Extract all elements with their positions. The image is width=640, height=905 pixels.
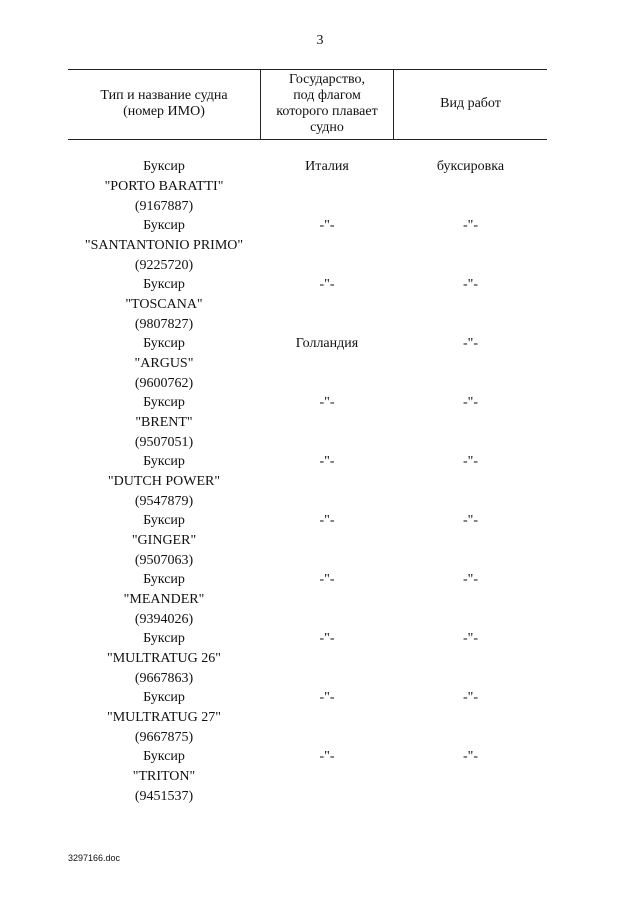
vessel-type: Буксир [143, 454, 185, 469]
flag-cell: Голландия [295, 336, 359, 351]
table-row [68, 747, 547, 806]
work-cell: буксировка [436, 159, 505, 174]
vessel-name: "BRENT" [135, 415, 193, 430]
flag-cell: -"- [319, 218, 335, 233]
flag-cell: -"- [319, 690, 335, 705]
header-bottom-rule [68, 139, 547, 140]
document-filename: 3297166.doc [68, 853, 121, 863]
table-body [68, 157, 547, 806]
vessel-type: Буксир [143, 218, 185, 233]
flag-cell: -"- [319, 572, 335, 587]
vessel-imo: (9807827) [134, 317, 194, 332]
vessel-cell [68, 452, 260, 512]
vessel-type: Буксир [143, 513, 185, 528]
table-row [68, 629, 547, 688]
work-cell: -"- [462, 277, 479, 292]
table-row [68, 393, 547, 452]
table-row [68, 570, 547, 629]
header-flag-label: Государство, под флагом которого плавает судно [276, 72, 378, 135]
page-number: 3 [316, 33, 324, 48]
table-row [68, 511, 547, 570]
vessel-name: "MEANDER" [123, 592, 205, 607]
flag-cell: -"- [319, 454, 335, 469]
vessel-name: "SANTANTONIO PRIMO" [84, 238, 244, 253]
vessel-name: "TOSCANA" [125, 297, 203, 312]
work-cell: -"- [462, 631, 479, 646]
table-row [68, 275, 547, 334]
vessel-name: "MULTRATUG 27" [107, 710, 221, 725]
vessel-imo: (9451537) [134, 789, 194, 804]
vessel-cell [68, 511, 260, 571]
vessel-cell [68, 688, 260, 748]
work-cell: -"- [462, 336, 479, 351]
work-cell: -"- [462, 513, 479, 528]
work-cell: -"- [462, 395, 479, 410]
vessel-imo: (9167887) [134, 199, 194, 214]
header-vessel-label: Тип и название судна (номер ИМО) [100, 88, 228, 119]
table-row [68, 452, 547, 511]
vessel-cell [68, 393, 260, 453]
vessel-imo: (9547879) [134, 494, 194, 509]
vessel-imo: (9507051) [134, 435, 194, 450]
header-work-label: Вид работ [440, 96, 501, 111]
header-cell-flag [261, 69, 393, 139]
vessel-type: Буксир [143, 336, 185, 351]
vessel-name: "GINGER" [131, 533, 197, 548]
vessel-name: "ARGUS" [134, 356, 194, 371]
table-row [68, 334, 547, 393]
work-cell: -"- [462, 690, 479, 705]
vessel-imo: (9667863) [134, 671, 194, 686]
vessel-imo: (9507063) [134, 553, 194, 568]
flag-cell: -"- [319, 631, 335, 646]
flag-cell: -"- [319, 395, 335, 410]
vessel-imo: (9225720) [134, 258, 194, 273]
vessel-name: "TRITON" [132, 769, 196, 784]
flag-cell: -"- [319, 277, 335, 292]
vessel-name: "DUTCH POWER" [107, 474, 221, 489]
work-cell: -"- [462, 572, 479, 587]
vessel-cell [68, 157, 260, 217]
table-row [68, 216, 547, 275]
work-cell: -"- [462, 218, 479, 233]
vessel-imo: (9667875) [134, 730, 194, 745]
vessel-imo: (9600762) [134, 376, 194, 391]
vessel-type: Буксир [143, 690, 185, 705]
vessel-type: Буксир [143, 572, 185, 587]
vessel-cell [68, 747, 260, 807]
vessel-cell [68, 216, 260, 276]
vessel-type: Буксир [143, 631, 185, 646]
flag-cell: -"- [319, 513, 335, 528]
header-cell-work [394, 69, 547, 139]
vessel-type: Буксир [143, 277, 185, 292]
vessel-cell [68, 570, 260, 630]
vessel-name: "PORTO BARATTI" [104, 179, 224, 194]
vessel-type: Буксир [143, 395, 185, 410]
vessel-name: "MULTRATUG 26" [107, 651, 221, 666]
vessel-cell [68, 334, 260, 394]
vessel-cell [68, 629, 260, 689]
vessel-cell [68, 275, 260, 335]
flag-cell: Италия [305, 159, 349, 174]
vessel-type: Буксир [143, 159, 185, 174]
work-cell: -"- [462, 454, 479, 469]
flag-cell: -"- [319, 749, 335, 764]
header-cell-vessel [68, 69, 260, 139]
vessel-type: Буксир [143, 749, 185, 764]
work-cell: -"- [462, 749, 479, 764]
table-row [68, 688, 547, 747]
table-row [68, 157, 547, 216]
vessel-imo: (9394026) [134, 612, 194, 627]
